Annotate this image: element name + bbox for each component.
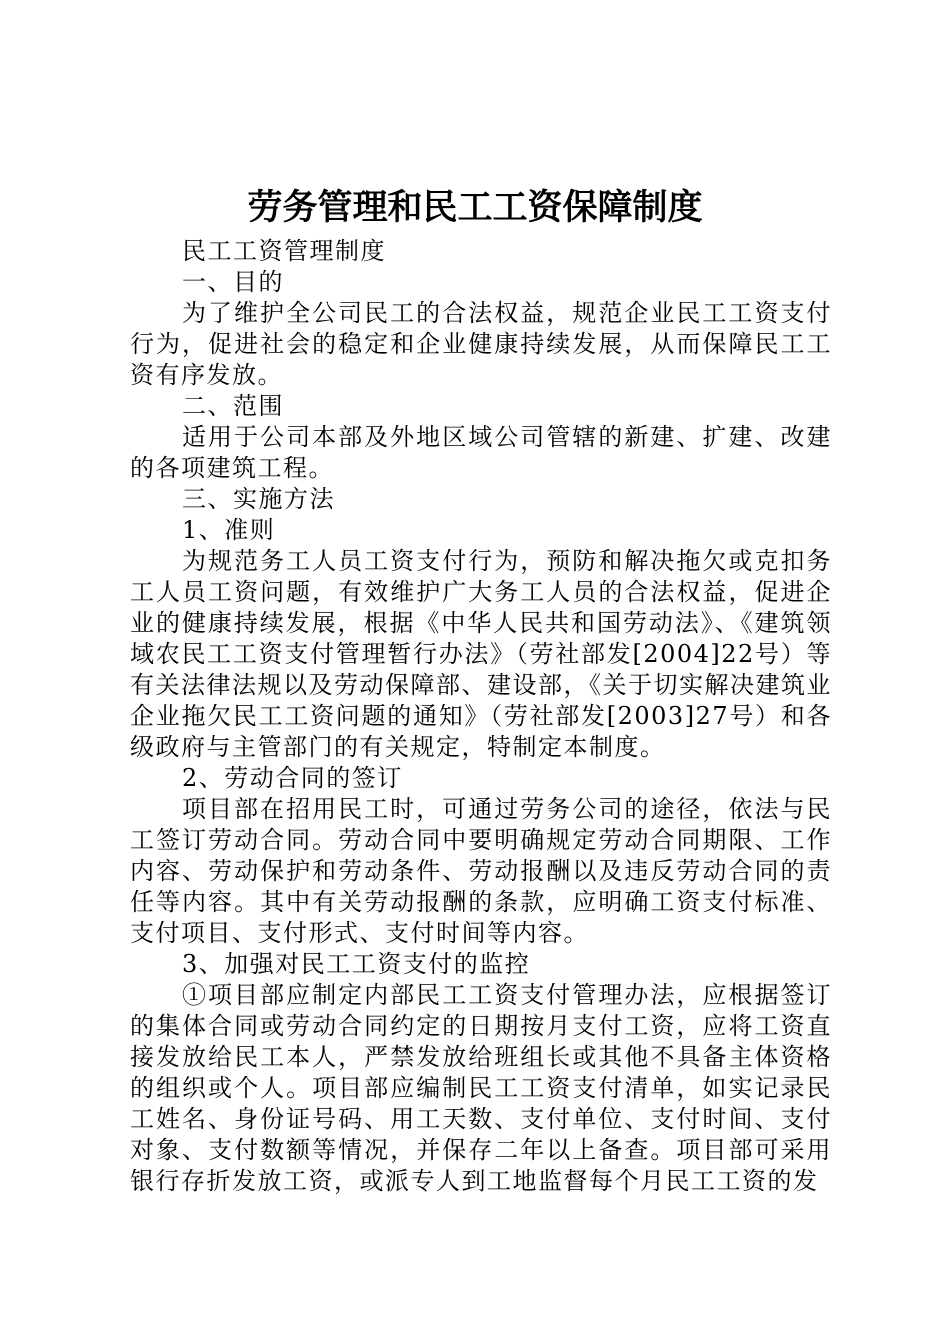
- section-heading-purpose: 一、目的: [182, 268, 284, 296]
- section-heading-scope: 二、范围: [182, 392, 284, 420]
- paragraph-wage-monitoring: ①项目部应制定内部民工工资支付管理办法，应根据签订的集体合同或劳动合同约定的日期按月支付工资，应将工资直接发放给民工本人，严禁发放给班组长或其他不具备主体资格的组织或个人。项目部应编制民工工资支付清单，如实记录民工姓名、身份证号码、用工天数、支付单位、支付时间、支付对象、支付数额等情况，并保存二年以上备查。项目部可采用银行存折发放工资，或派专人到工地监督每个月民工工资的发: [130, 981, 832, 1195]
- section-heading-wage-system: 民工工资管理制度: [182, 237, 386, 265]
- paragraph-scope: 适用于公司本部及外地区域公司管辖的新建、扩建、改建的各项建筑工程。: [130, 423, 832, 482]
- document-title: 劳务管理和民工工资保障制度: [247, 188, 703, 228]
- section-heading-implementation: 三、实施方法: [182, 485, 335, 513]
- subheading-wage-monitoring: 3、加强对民工工资支付的监控: [182, 950, 531, 978]
- document-body: [130, 236, 832, 1197]
- subheading-labor-contract: 2、劳动合同的签订: [182, 764, 403, 792]
- subheading-principles: 1、准则: [182, 516, 276, 544]
- paragraph-purpose: 为了维护全公司民工的合法权益，规范企业民工工资支付行为，促进社会的稳定和企业健康持续发展，从而保障民工工资有序发放。: [130, 299, 832, 389]
- paragraph-labor-contract: 项目部在招用民工时，可通过劳务公司的途径，依法与民工签订劳动合同。劳动合同中要明确规定劳动合同期限、工作内容、劳动保护和劳动条件、劳动报酬以及违反劳动合同的责任等内容。其中有关劳动报酬的条款，应明确工资支付标准、支付项目、支付形式、支付时间等内容。: [130, 795, 832, 947]
- paragraph-principles: 为规范务工人员工资支付行为，预防和解决拖欠或克扣务工人员工资问题，有效维护广大务工人员的合法权益，促进企业的健康持续发展，根据《中华人民共和国劳动法》、《建筑领域农民工工资支付管理暂行办法》（劳社部发[2004]22号）等有关法律法规以及劳动保障部、建设部，《关于切实解决建筑业企业拖欠民工工资问题的通知》（劳社部发[2003]27号）和各级政府与主管部门的有关规定，特制定本制度。: [130, 547, 832, 761]
